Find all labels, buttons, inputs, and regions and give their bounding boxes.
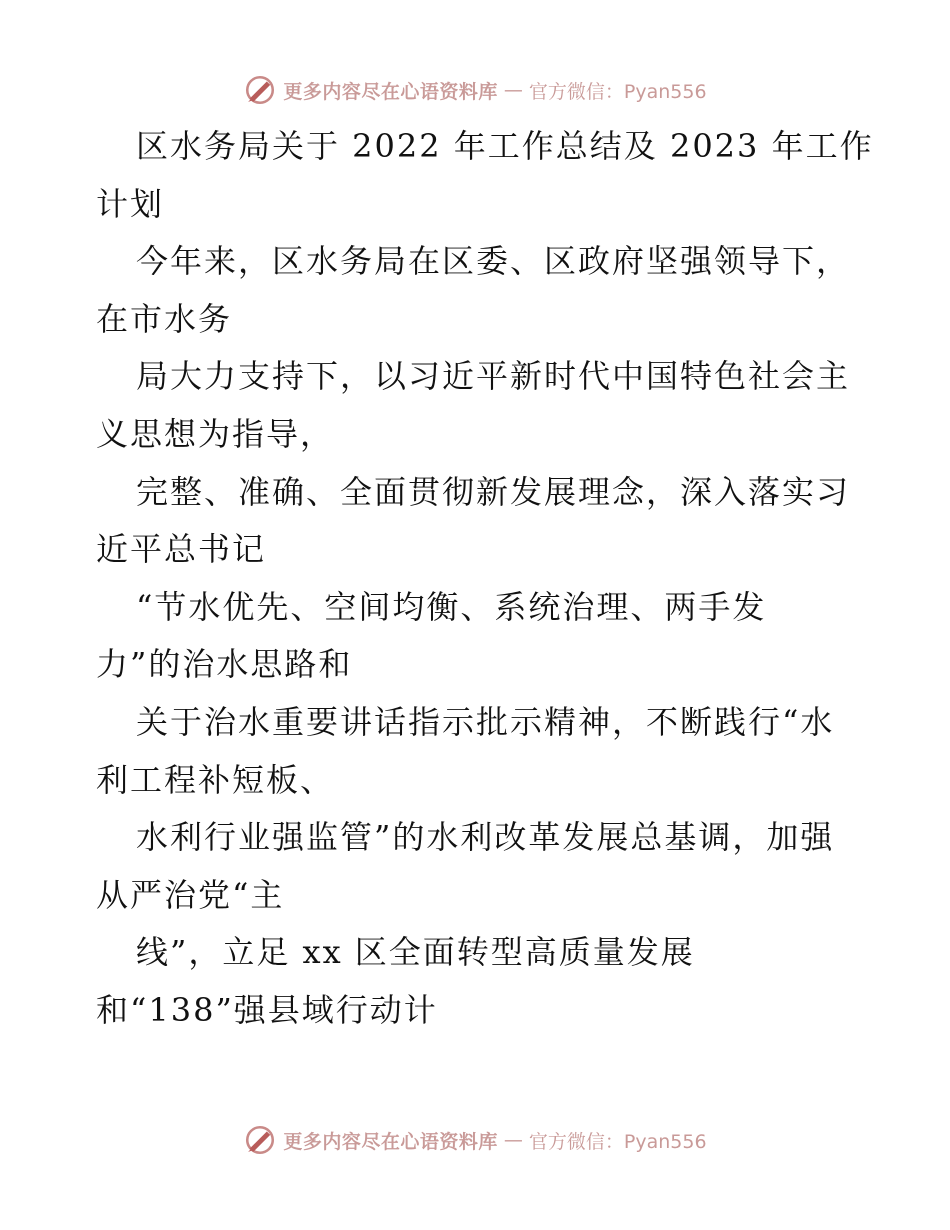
body-line: 今年来，区水务局在区委、区政府坚强领导下， <box>136 242 851 281</box>
body-line: 利工程补短板、 <box>96 760 335 799</box>
footer-watermark <box>0 1120 950 1160</box>
title-line-1: 区水务局关于 2022 年工作总结及 2023 年工作 <box>136 127 874 165</box>
body-line: 水利行业强监管”的水利改革发展总基调，加强 <box>136 818 835 857</box>
watermark-main-text: 更多内容尽在心语资料库 <box>283 80 498 103</box>
watermark-separator: — <box>503 1129 523 1151</box>
body-line: 义思想为指导， <box>96 414 335 453</box>
watermark-main-text: 更多内容尽在心语资料库 <box>283 1130 498 1153</box>
watermark-wechat-text: 官方微信：Pyan556 <box>528 80 707 103</box>
title-line-2: 计划 <box>96 184 165 223</box>
body-line: “节水优先、空间均衡、系统治理、两手发 <box>136 587 767 626</box>
body-line: 和“138”强县域行动计 <box>96 990 438 1029</box>
header-watermark <box>0 70 950 110</box>
body-line: 线”，立足 xx 区全面转型高质量发展 <box>136 933 695 972</box>
watermark-separator: — <box>503 79 523 101</box>
body-line: 从严治党“主 <box>96 875 285 914</box>
pen-nib-logo-icon <box>243 1123 277 1157</box>
body-line: 近平总书记 <box>96 530 267 569</box>
body-line: 在市水务 <box>96 299 233 338</box>
watermark-wechat-text: 官方微信：Pyan556 <box>528 1130 707 1153</box>
pen-nib-logo-icon <box>243 73 277 107</box>
body-line: 力”的治水思路和 <box>96 645 353 684</box>
body-line: 完整、准确、全面贯彻新发展理念，深入落实习 <box>136 472 851 511</box>
body-line: 局大力支持下，以习近平新时代中国特色社会主 <box>136 357 851 396</box>
document-body <box>96 118 874 1040</box>
body-line: 关于治水重要讲话指示批示精神，不断践行“水 <box>136 702 835 741</box>
